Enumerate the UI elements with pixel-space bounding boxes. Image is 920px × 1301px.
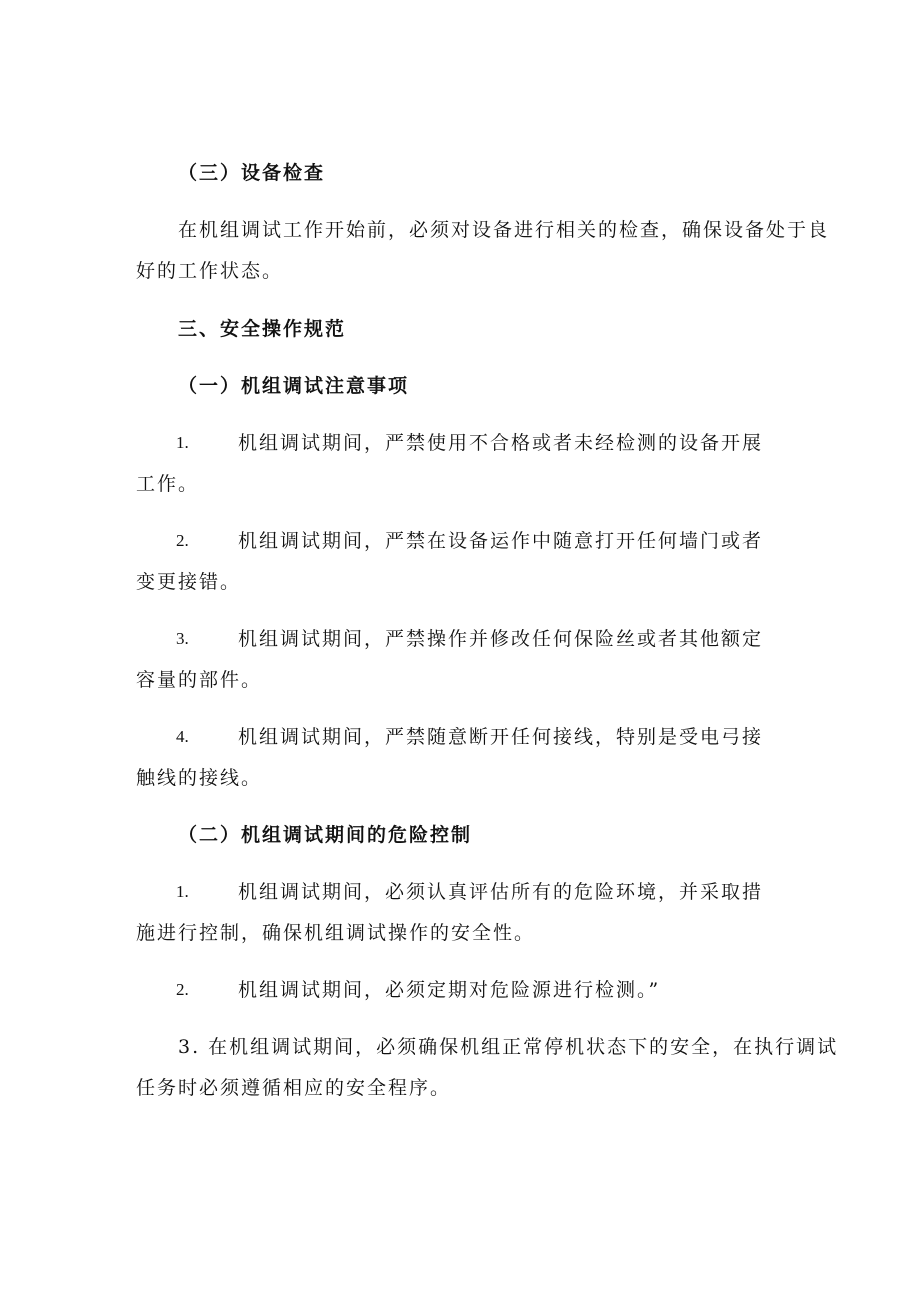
list-item-text: 机组调试期间，严禁在设备运作中随意打开任何墙门或者 (238, 530, 764, 552)
list-item-number: 1. (176, 433, 189, 452)
list-item-number: 2. (176, 980, 189, 999)
list-item-text: 机组调试期间，严禁随意断开任何接线，特别是受电弓接 (238, 726, 764, 748)
list-item-text: 机组调试期间，必须认真评估所有的危险环境，并采取措 (238, 881, 764, 903)
list-item-text: 工作。 (136, 473, 200, 495)
list-item-text: 容量的部件。 (136, 669, 263, 691)
list-item-text: 任务时必须遵循相应的安全程序。 (136, 1077, 452, 1099)
list-item-number: 3. (176, 629, 189, 648)
heading-debug-notes: （一）机组调试注意事项 (178, 375, 410, 397)
list-item-text: 机组调试期间，严禁操作并修改任何保险丝或者其他额定 (238, 628, 764, 650)
list-item-number: 4. (176, 727, 189, 746)
list-item-text: 变更接错。 (136, 571, 242, 593)
list-item-text: 3. 在机组调试期间，必须确保机组正常停机状态下的安全，在执行调试 (178, 1036, 839, 1058)
list-item-text: 施进行控制，确保机组调试操作的安全性。 (136, 922, 536, 944)
heading-hazard-control: （二）机组调试期间的危险控制 (178, 824, 473, 846)
list-item-text: 机组调试期间，必须定期对危险源进行检测。” (238, 979, 661, 1001)
paragraph-line: 在机组调试工作开始前，必须对设备进行相关的检查，确保设备处于良 (178, 219, 830, 241)
heading-equipment-check: （三）设备检查 (178, 162, 326, 184)
list-item-number: 2. (176, 531, 189, 550)
heading-safety-rules: 三、安全操作规范 (178, 318, 347, 340)
list-item-number: 1. (176, 882, 189, 901)
list-item-text: 机组调试期间，严禁使用不合格或者未经检测的设备开展 (238, 432, 764, 454)
list-item-text: 触线的接线。 (136, 767, 263, 789)
paragraph-line: 好的工作状态。 (136, 260, 284, 282)
